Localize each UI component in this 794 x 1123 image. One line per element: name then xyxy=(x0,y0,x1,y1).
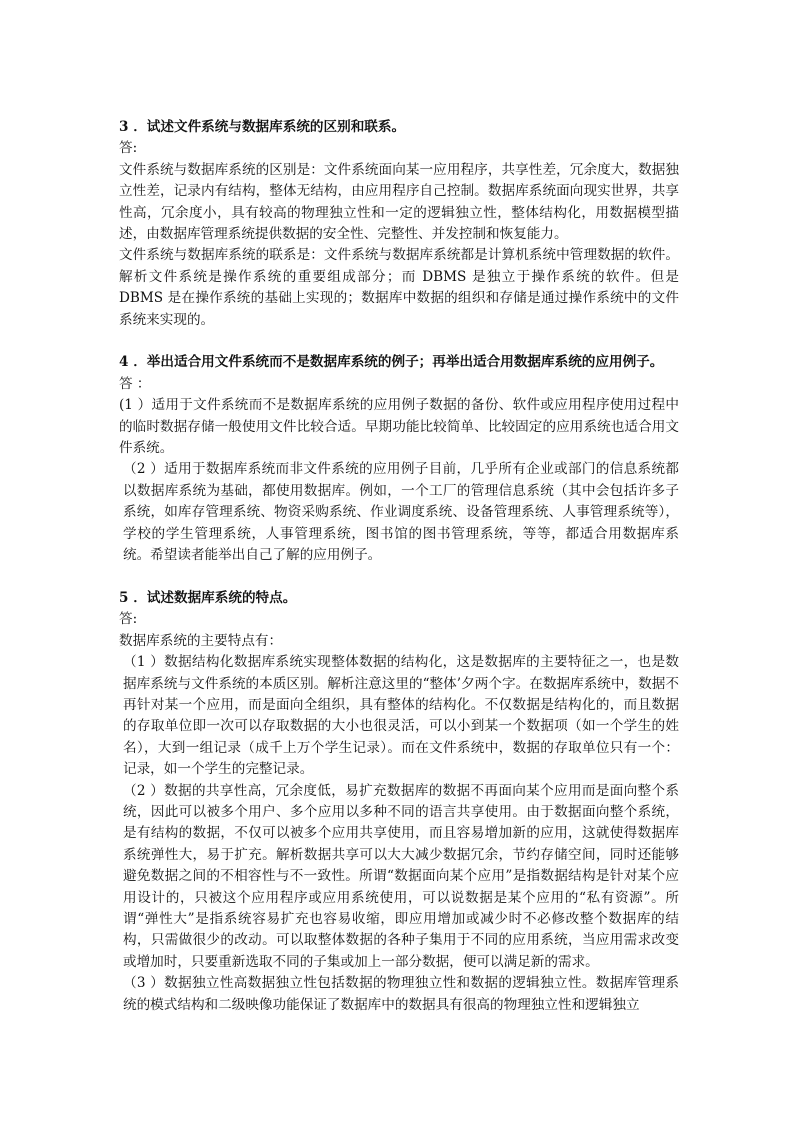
section-spacer xyxy=(119,331,679,352)
question-5: 5 ．试述数据库系统的特点。 xyxy=(119,589,297,606)
section-spacer xyxy=(119,567,679,588)
answer-5-intro: 数据库系统的主要特点有： xyxy=(119,632,283,649)
document-body xyxy=(119,117,679,1016)
answer-4-paragraph-1: (1 ）适用于文件系统而不是数据库系统的应用例子数据的备份、软件或应用程序使用过程中的临时数据存储一般使用文件比较合适。早期功能比较简单、比较固定的应用系统也适合用文件系统。 xyxy=(119,397,679,457)
answer-3-paragraph-1: 文件系统与数据库系统的区别是：文件系统面向某一应用程序，共享性差，冗余度大，数据独立性差，记录内有结构，整体无结构，由应用程序自己控制。数据库系统面向现实世界，共享性高，冗余度小，具有较高的物理独立性和一定的逻辑独立性，整体结构化，用数据模型描述，由数据库管理系统提供数据的安全性、完整性、并发控制和恢复能力。 xyxy=(119,161,679,243)
question-3: 3 ．试述文件系统与数据库系统的区别和联系。 xyxy=(119,119,406,135)
answer-5-paragraph-2: （2 ）数据的共享性高，冗余度低，易扩充数据库的数据不再面向某个应用而是面向整个系统，因此可以被多个用户、多个应用以多种不同的语言共享使用。由于数据面向整个系统，是有结构的数据，不仅可以被多个应用共享使用，而且容易增加新的应用，这就使得数据库系统弹性大，易于扩充。解析数据共享可以大大减少数据冗余，节约存储空间，同时还能够避免数据之间的不相容性与不一致性。所谓“数据面向某个应用”是指数据结构是针对某个应用设计的，只被这个应用程序或应用系统使用，可以说数据是某个应用的“私有资源”。所谓“弹性大”是指系统容易扩充也容易收缩，即应用增加或减少时不必修改整个数据库的结构，只需做很少的改动。可以取整体数据的各种子集用于不同的应用系统，当应用需求改变或增加时，只要重新选取不同的子集或加上一部分数据，便可以满足新的需求。 xyxy=(123,782,679,970)
answer-5-paragraph-3: （3 ）数据独立性高数据独立性包括数据的物理独立性和数据的逻辑独立性。数据库管理系统的模式结构和二级映像功能保证了数据库中的数据具有很高的物理独立性和逻辑独立 xyxy=(123,975,679,1013)
question-4: 4 ．举出适合用文件系统而不是数据库系统的例子；再举出适合用数据库系统的应用例子。 xyxy=(119,354,664,371)
answer-3-paragraph-2: 文件系统与数据库系统的联系是：文件系统与数据库系统都是计算机系统中管理数据的软件。解析文件系统是操作系统的重要组成部分；而 DBMS 是独立于操作系统的软件。但是 DBMS 是在操作系统的基础上实现的；数据库中数据的组织和存储是通过操作系统中的文件系统来实现的。 xyxy=(119,247,679,328)
answer-label-5: 答: xyxy=(119,611,138,628)
answer-label-4: 答 ： xyxy=(119,375,151,392)
answer-4-paragraph-2: （2 ）适用于数据库系统而非文件系统的应用例子目前，几乎所有企业或部门的信息系统都以数据库系统为基础，都使用数据库。例如，一个工厂的管理信息系统（其中会包括许多子系统，如库存管理系统、物资采购系统、作业调度系统、设备管理系统、人事管理系统等），学校的学生管理系统，人事管理系统，图书馆的图书管理系统，等等，都适合用数据库系统。希望读者能举出自己了解的应用例子。 xyxy=(123,461,679,564)
answer-5-paragraph-1: （1 ）数据结构化数据库系统实现整体数据的结构化，这是数据库的主要特征之一，也是数据库系统与文件系统的本质区别。解析注意这里的“整体’夕两个字。在数据库系统中，数据不再针对某一个应用，而是面向全组织，具有整体的结构化。不仅数据是结构化的，而且数据的存取单位即一次可以存取数据的大小也很灵活，可以小到某一个数据项（如一个学生的姓名），大到一组记录（成千上万个学生记录）。而在文件系统中，数据的存取单位只有一个：记录，如一个学生的完整记录。 xyxy=(123,654,679,778)
answer-label-3: 答: xyxy=(119,140,138,157)
